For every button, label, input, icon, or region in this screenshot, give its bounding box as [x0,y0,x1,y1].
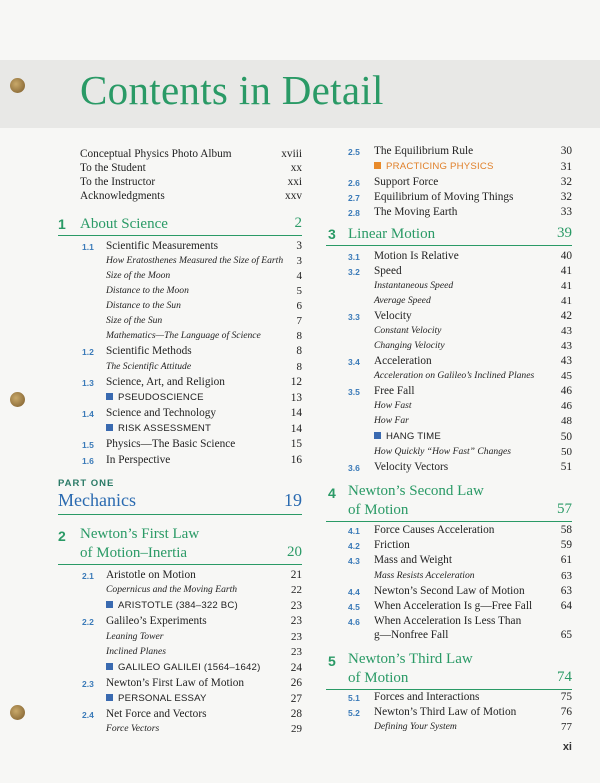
left-column: Conceptual Physics Photo Album xviii To the Student xx To the Instructor xxi Acknowledgments xxv 1 About Science 2 1.1 Scientific Measurements 3 How Eratosthenes Measured the Size of Earth 3 Size of the Moon 4 Distance to the Moon 5 Distance to the Sun 6 Size of the Sun 7 Mathematics—The Language of Science 8 1.2 Scientific Methods 8 The Scientific Attitude 8 1.3 Science, Art, and Religion 12 PSEUDOSCIENCE 13 1.4 Science and Technology 14 RISK ASSESSMENT 14 1.5 Physics—The Basic Science 15 1.6 In Perspective 16 PART ONE Mechanics 19 2 Newton’s First Law of Motion–Inertia 20 2.1 Aristotle on Motion 21 Copernicus and the Moving Earth 22 ARISTOTLE (384–322 BC) 23 2.2 Galileo’s Experiments 23 Leaning Tower 23 Inclined Planes 23 GALILEO GALILEI (1564–1642) 24 2.3 Newton’s First Law of Motion 26 PERSONAL ESSAY 27 2.4 Net Force and Vectors 28 Force Vectors 29 [58,148,302,735]
feature-square-icon [374,432,381,439]
feature-square-icon [374,162,381,169]
feature-square-icon [106,393,113,400]
part-label: PART ONE [58,478,115,489]
feature-square-icon [106,601,113,608]
feature-square-icon [106,663,113,670]
chapter-rule [58,235,302,236]
chapter-rule [58,564,302,565]
part-page: 19 [284,490,302,510]
chapter-rule [326,689,572,690]
page-title: Contents in Detail [80,67,384,113]
chapter-rule [326,245,572,246]
chapter-heading[interactable]: 5 Newton’s Third Law of Motion 74 [326,650,572,690]
binder-hole-icon [10,78,25,93]
binder-hole-icon [10,392,25,407]
part-rule [58,514,302,515]
feature-square-icon [106,694,113,701]
feature-square-icon [106,424,113,431]
binder-hole-icon [10,705,25,720]
chapter-heading[interactable]: 4 Newton’s Second Law of Motion 57 [326,482,572,522]
chapter-heading[interactable]: 3 Linear Motion 39 [326,225,572,249]
page-number: xi [562,741,572,753]
part-title[interactable]: Mechanics [58,490,136,510]
right-column: 2.5 The Equilibrium Rule 30 PRACTICING PHYSICS 31 2.6 Support Force 32 2.7 Equilibrium of Moving Things 32 2.8 The Moving Earth 33 3 Linear Motion 39 3.1 Motion Is Relative 40 3.2 Speed 41 Instantaneous Speed 41 Average Speed 41 3.3 Velocity 42 Constant Velocity 43 Changing Velocity 43 3.4 Acceleration 43 Acceleration on Galileo’s Inclined Planes 45 3.5 Free Fall 46 How Fast 46 How Far 48 HANG TIME 50 How Quickly “How Fast” Changes 50 3.6 Velocity Vectors 51 4 Newton’s Second Law of Motion 57 4.1 Force Causes Acceleration 58 4.2 Friction 59 4.3 Mass and Weight 61 Mass Resists Acceleration 63 4.4 Newton’s Second Law of Motion 63 4.5 When Acceleration Is g—Free Fall 64 4.6 When Acceleration Is Less Than g—Nonfree Fall 65 5 Newton’s Third Law of Motion 74 5.1 Forces and Interactions 75 5.2 Newton’s Third Law of Motion 76 Defining Your System 77 [328,145,572,733]
chapter-rule [326,521,572,522]
chapter-heading[interactable]: 1 About Science 2 [58,215,302,239]
chapter-heading[interactable]: 2 Newton’s First Law of Motion–Inertia 20 [58,525,302,565]
